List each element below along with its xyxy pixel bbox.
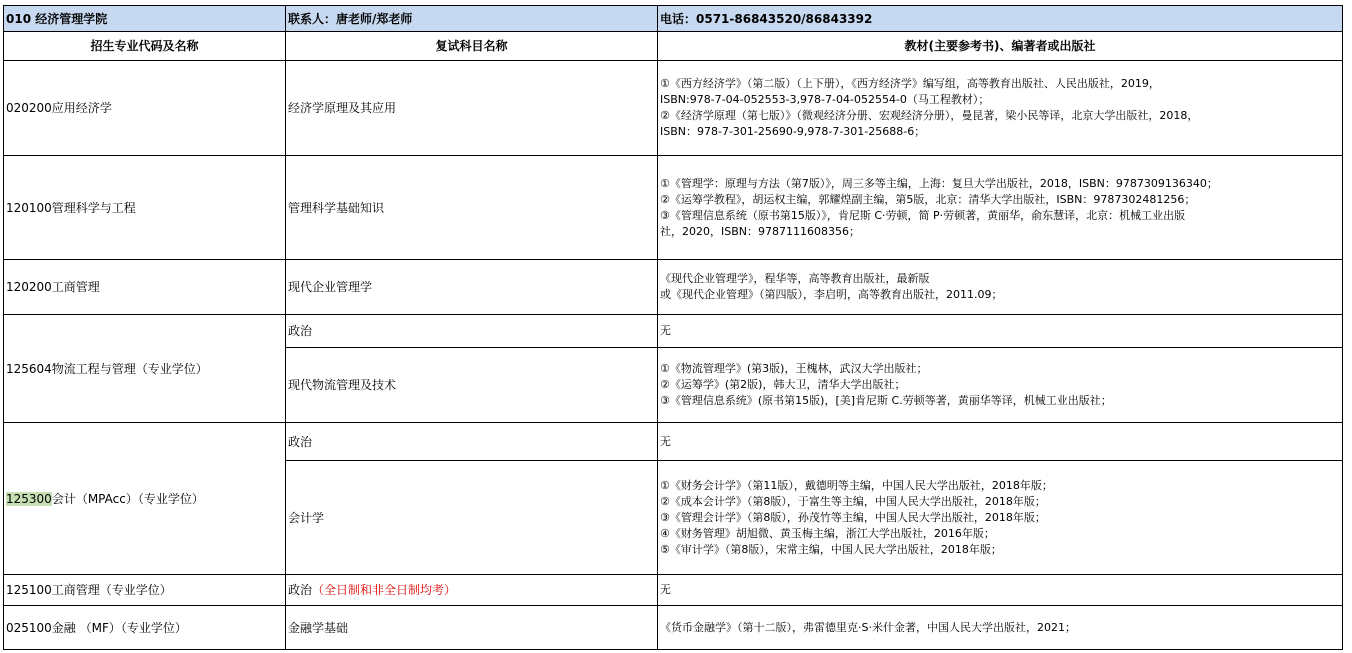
subject-cell: 政治: [286, 315, 658, 348]
book-line: 《现代企业管理学》，程华等，高等教育出版社，最新版: [660, 272, 930, 285]
books-cell: 《货币金融学》（第十二版），弗雷德里克·S·米什金著，中国人民大学出版社，2021；: [658, 606, 1343, 650]
books-cell: 无: [658, 315, 1343, 348]
subject-cell: 政治: [286, 423, 658, 461]
major-cell: [4, 423, 286, 575]
contact-person: 联系人：唐老师/郑老师: [286, 6, 658, 32]
book-line: ②《运筹学》(第2版)，韩大卫，清华大学出版社；: [660, 378, 906, 391]
college-header-row: [4, 6, 1343, 32]
subject-cell: 会计学: [286, 461, 658, 575]
table-row: [4, 575, 1343, 606]
column-header-row: [4, 32, 1343, 61]
subject-cell: [286, 575, 658, 606]
book-line: ④《财务管理》胡旭微、黄玉梅主编，浙江大学出版社，2016年版；: [660, 526, 995, 540]
book-line: ③《管理会计学》（第8版），孙茂竹等主编，中国人民大学出版社，2018年版；: [660, 510, 1046, 524]
subject-cell: 金融学基础: [286, 606, 658, 650]
major-cell-text: 会计（MPAcc）（专业学位）: [51, 491, 204, 506]
selected-cell-highlight[interactable]: 125300: [6, 491, 52, 506]
book-line: ①《西方经济学》（第二版）（上下册），《西方经济学》编写组，高等教育出版社、人民出版社，2019，: [660, 77, 1160, 90]
books-cell: [658, 348, 1343, 423]
books-cell: 无: [658, 423, 1343, 461]
college-name: 010 经济管理学院: [4, 6, 286, 32]
book-line: 或《现代企业管理》（第四版），李启明，高等教育出版社，2011.09；: [660, 288, 1003, 301]
major-cell: 120100管理科学与工程: [4, 156, 286, 260]
book-line: ①《管理学：原理与方法（第7版）》，周三多等主编，上海：复旦大学出版社，2018，ISBN：9787309136340；: [660, 176, 1218, 190]
table-row: [4, 606, 1343, 650]
major-cell: 020200应用经济学: [4, 61, 286, 156]
subject-cell: 管理科学基础知识: [286, 156, 658, 260]
subject-cell: 现代物流管理及技术: [286, 348, 658, 423]
book-line: ⑤《审计学》（第8版），宋常主编，中国人民大学出版社，2018年版；: [660, 542, 1002, 556]
major-cell: 120200工商管理: [4, 260, 286, 315]
exam-table: [3, 5, 1343, 650]
table-row: [4, 315, 1343, 348]
column-header-books: 教材(主要参考书)、编著者或出版社: [658, 32, 1343, 61]
books-cell: [658, 61, 1343, 156]
major-cell: 125100工商管理（专业学位）: [4, 575, 286, 606]
table-row: [4, 423, 1343, 461]
major-cell: 025100金融 （MF）（专业学位）: [4, 606, 286, 650]
book-line: ①《财务会计学》（第11版），戴德明等主编，中国人民大学出版社，2018年版；: [660, 478, 1053, 492]
book-line: ③《管理信息系统（原书第15版）》，肯尼斯 C·劳顿，简 P·劳顿著，黄丽华，俞东慧译，北京：机械工业出版: [660, 208, 1186, 222]
book-line: ISBN：978-7-301-25690-9,978-7-301-25688-6；: [660, 125, 926, 138]
books-cell: [658, 461, 1343, 575]
book-line: ISBN:978-7-04-052553-3,978-7-04-052554-0（马工程教材）；: [660, 93, 990, 106]
column-header-major: 招生专业代码及名称: [4, 32, 286, 61]
phone-number: 电话：0571-86843520/86843392: [658, 6, 1343, 32]
subject-note: （全日制和非全日制均考）: [312, 583, 457, 597]
books-cell: [658, 156, 1343, 260]
books-cell: 无: [658, 575, 1343, 606]
subject-text: 政治: [288, 583, 313, 597]
table-row: [4, 260, 1343, 315]
book-line: ②《成本会计学》（第8版），于富生等主编，中国人民大学出版社，2018年版；: [660, 494, 1046, 508]
book-line: ③《管理信息系统》(原书第15版)，[美]肯尼斯 C.劳顿等著，黄丽华等译，机械工业出版社；: [660, 394, 1112, 407]
column-header-subject: 复试科目名称: [286, 32, 658, 61]
book-line: ①《物流管理学》(第3版)，王槐林，武汉大学出版社；: [660, 362, 928, 375]
table-row: [4, 156, 1343, 260]
subject-cell: 现代企业管理学: [286, 260, 658, 315]
book-line: 社，2020，ISBN：9787111608356；: [660, 224, 860, 238]
subject-cell: 经济学原理及其应用: [286, 61, 658, 156]
book-line: ②《运筹学教程》，胡运权主编，郭耀煌副主编，第5版，北京：清华大学出版社，ISBN：9787302481256；: [660, 192, 1196, 206]
books-cell: [658, 260, 1343, 315]
table-row: [4, 61, 1343, 156]
book-line: ②《经济学原理（第七版）》（微观经济分册、宏观经济分册），曼昆著，梁小民等译，北京大学出版社，2018，: [660, 109, 1199, 122]
major-cell: 125604物流工程与管理（专业学位）: [4, 315, 286, 423]
